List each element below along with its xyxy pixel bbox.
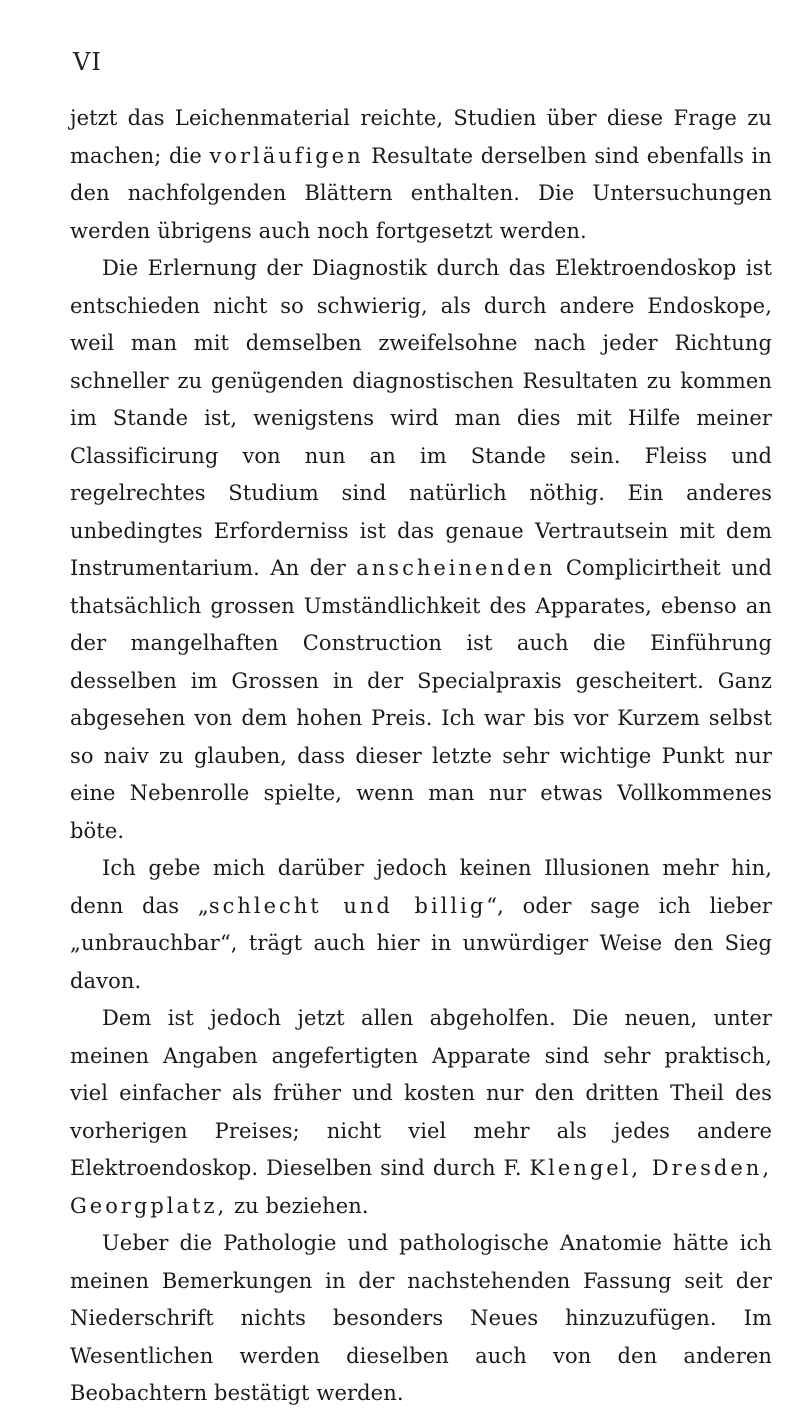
paragraph-5 [70,1225,772,1413]
paragraph-3 [70,850,772,1000]
text-segment: Complicirtheit und thatsächlich grossen Umständlichkeit des Apparates, ebenso an der mangelhaften Construction ist auch die Einführung desselben im Grossen in der Specialpraxis gescheitert. Ganz abgesehen von dem hohen Preis. Ich war bis vor Kurzem selbst so naiv zu glauben, dass dieser letzte sehr wichtige Punkt nur eine Nebenrolle spielte, wenn man nur etwas Vollkommenes böte. [70,556,772,843]
paragraph-1 [70,100,772,250]
emphasis-text: anscheinenden [356,556,556,580]
text-segment: Die Erlernung der Diagnostik durch das Elektroendoskop ist entschieden nicht so schwierig, als durch andere Endoskope, weil man mit demselben zweifelsohne nach jeder Richtung schneller zu genügenden diagnostischen Resultaten zu kommen im Stande ist, wenigstens wird man dies mit Hilfe meiner Classificirung von nun an im Stande sein. Fleiss und regelrechtes Studium sind natürlich nöthig. Ein anderes unbedingtes Erforderniss ist das genaue Vertrautsein mit dem Instrumentarium. An der [70,256,772,580]
text-segment: zu beziehen. [227,1193,369,1218]
emphasis-text: vorläufigen [209,143,364,168]
emphasis-text: schlecht und billig [208,893,487,918]
page-number: VI [73,48,102,76]
text-segment: Ueber die Pathologie und pathologische Anatomie hätte ich meinen Bemerkungen in der nachstehenden Fassung seit der Niederschrift nichts besonders Neues hinzuzufügen. Im Wesentlichen werden dieselben auch von den anderen Beobachtern bestätigt werden. [70,1231,772,1405]
paragraph-2 [70,250,772,850]
text-segment: Dem ist jedoch jetzt allen abgeholfen. Die neuen, unter meinen Angaben angefertigten Apparate sind sehr praktisch, viel einfacher als früher und kosten nur den dritten Theil des vorherigen Preises; nicht viel mehr als jedes andere Elektroendoskop. Dieselben sind durch F. [70,1006,772,1180]
text-segment: “, oder sage ich lieber „unbrauchbar“, trägt auch hier in unwürdiger Weise den Sieg davon. [70,893,773,993]
text-segment: Ich gebe mich darüber jedoch keinen Illusionen mehr hin, denn das „ [70,856,772,918]
emphasis-text: Klengel, Dresden, Georgplatz, [70,1156,773,1218]
paragraph-4 [70,1000,772,1225]
text-segment: Resultate derselben sind ebenfalls in den nachfolgenden Blättern enthalten. Die Untersuchungen werden übrigens auch noch fortgesetzt werden. [70,143,773,243]
body-text [70,100,772,1413]
text-segment: jetzt das Leichenmaterial reichte, Studien über diese Frage zu machen; die [70,106,772,168]
